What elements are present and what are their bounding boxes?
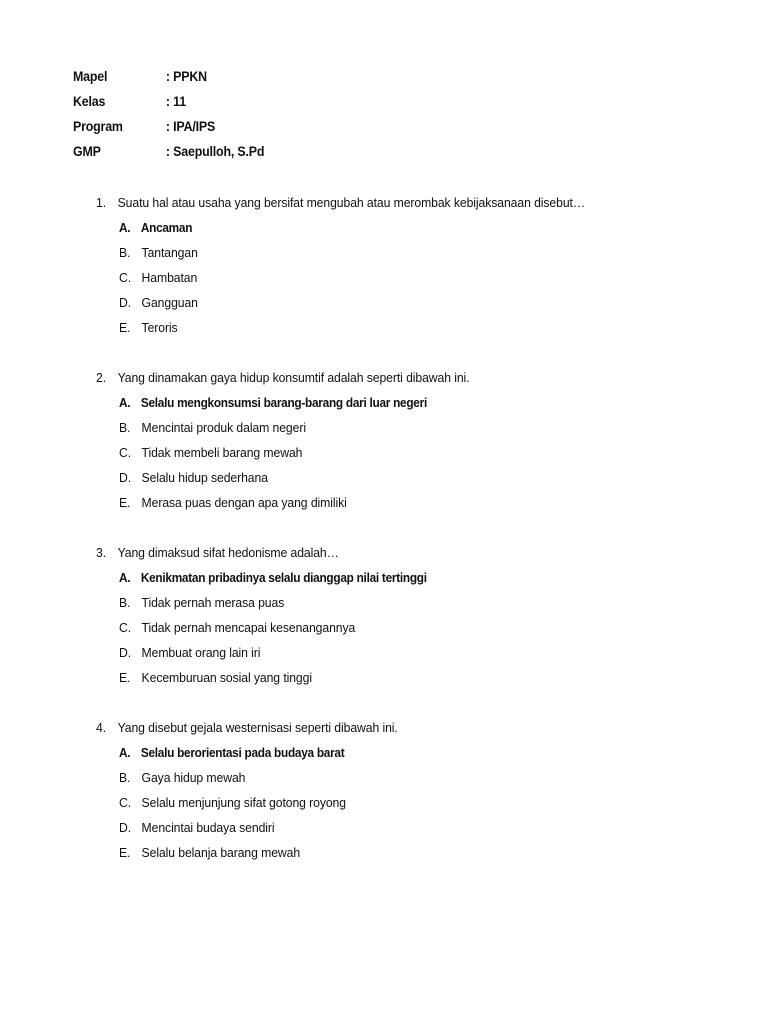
option-text: Mencintai produk dalam negeri <box>141 420 306 435</box>
option-text: Tidak pernah merasa puas <box>141 595 285 610</box>
option-letter: A. <box>119 745 131 760</box>
option-letter: A. <box>119 395 131 410</box>
question-4 <box>96 721 417 871</box>
question-stem <box>96 371 469 396</box>
question-1 <box>96 196 616 346</box>
option-text: Tidak membeli barang mewah <box>141 445 303 460</box>
option-d <box>119 296 586 321</box>
question-number: 4. <box>96 720 107 735</box>
option-letter: D. <box>119 645 132 660</box>
header-value: : IPA/IPS <box>166 119 215 144</box>
header-row-program <box>73 119 264 144</box>
option-a <box>119 746 390 771</box>
option-c <box>119 446 471 471</box>
option-text: Selalu hidup sederhana <box>141 470 268 485</box>
option-c <box>119 271 586 296</box>
option-text: Hambatan <box>141 270 198 285</box>
option-letter: E. <box>119 845 131 860</box>
question-number: 3. <box>96 545 107 560</box>
option-letter: C. <box>119 795 132 810</box>
question-text: Yang dimaksud sifat hedonisme adalah… <box>117 545 339 560</box>
option-text: Selalu berorientasi pada budaya barat <box>140 745 345 760</box>
option-text: Tantangan <box>141 245 198 260</box>
option-d <box>119 821 399 846</box>
document-header <box>73 69 281 169</box>
option-e <box>119 671 437 696</box>
option-letter: E. <box>119 495 131 510</box>
option-text: Selalu menjunjung sifat gotong royong <box>141 795 346 810</box>
question-text: Suatu hal atau usaha yang bersifat mengubah atau merombak kebijaksanaan disebut… <box>117 195 585 210</box>
header-value: : 11 <box>166 94 186 119</box>
question-text: Yang disebut gejala westernisasi seperti dibawah ini. <box>117 720 398 735</box>
header-label: Program <box>73 119 123 134</box>
question-stem <box>96 546 436 571</box>
option-b <box>119 596 437 621</box>
option-text: Selalu mengkonsumsi barang-barang dari luar negeri <box>140 395 427 410</box>
option-letter: C. <box>119 270 132 285</box>
option-a <box>119 221 571 246</box>
option-list <box>119 746 417 871</box>
question-text: Yang dinamakan gaya hidup konsumtif adalah seperti dibawah ini. <box>117 370 470 385</box>
option-letter: B. <box>119 595 131 610</box>
option-b <box>119 421 471 446</box>
header-row-teacher <box>73 144 264 169</box>
option-list <box>119 221 616 346</box>
option-letter: B. <box>119 770 131 785</box>
option-d <box>119 646 437 671</box>
option-letter: E. <box>119 320 131 335</box>
option-c <box>119 621 437 646</box>
question-number: 1. <box>96 195 107 210</box>
option-text: Kenikmatan pribadinya selalu dianggap nilai tertinggi <box>140 570 427 585</box>
option-text: Merasa puas dengan apa yang dimiliki <box>141 495 347 510</box>
question-stem <box>96 196 585 221</box>
option-letter: B. <box>119 420 131 435</box>
option-a <box>119 396 460 421</box>
question-stem <box>96 721 398 746</box>
option-letter: B. <box>119 245 131 260</box>
option-letter: C. <box>119 620 132 635</box>
option-e <box>119 846 399 871</box>
option-e <box>119 496 471 521</box>
option-list <box>119 571 457 696</box>
option-letter: C. <box>119 445 132 460</box>
option-b <box>119 246 586 271</box>
option-letter: D. <box>119 295 132 310</box>
header-value: : PPKN <box>166 69 207 94</box>
header-label: Kelas <box>73 94 106 109</box>
header-value: : Saepulloh, S.Pd <box>166 144 264 169</box>
option-letter: A. <box>119 220 131 235</box>
option-letter: D. <box>119 470 132 485</box>
header-row-subject <box>73 69 264 94</box>
option-text: Tidak pernah mencapai kesenangannya <box>141 620 356 635</box>
option-text: Gangguan <box>141 295 198 310</box>
option-text: Ancaman <box>140 220 193 235</box>
question-number: 2. <box>96 370 107 385</box>
option-letter: E. <box>119 670 131 685</box>
option-text: Teroris <box>141 320 178 335</box>
header-row-class <box>73 94 264 119</box>
header-label: GMP <box>73 144 101 159</box>
header-label: Mapel <box>73 69 108 84</box>
option-letter: D. <box>119 820 132 835</box>
option-letter: A. <box>119 570 131 585</box>
option-a <box>119 571 427 596</box>
option-d <box>119 471 471 496</box>
question-2 <box>96 371 493 521</box>
option-b <box>119 771 399 796</box>
option-list <box>119 396 493 521</box>
option-c <box>119 796 399 821</box>
question-3 <box>96 546 457 696</box>
option-text: Selalu belanja barang mewah <box>141 845 301 860</box>
option-text: Gaya hidup mewah <box>141 770 246 785</box>
option-e <box>119 321 586 346</box>
option-text: Membuat orang lain iri <box>141 645 261 660</box>
option-text: Kecemburuan sosial yang tinggi <box>141 670 312 685</box>
option-text: Mencintai budaya sendiri <box>141 820 275 835</box>
